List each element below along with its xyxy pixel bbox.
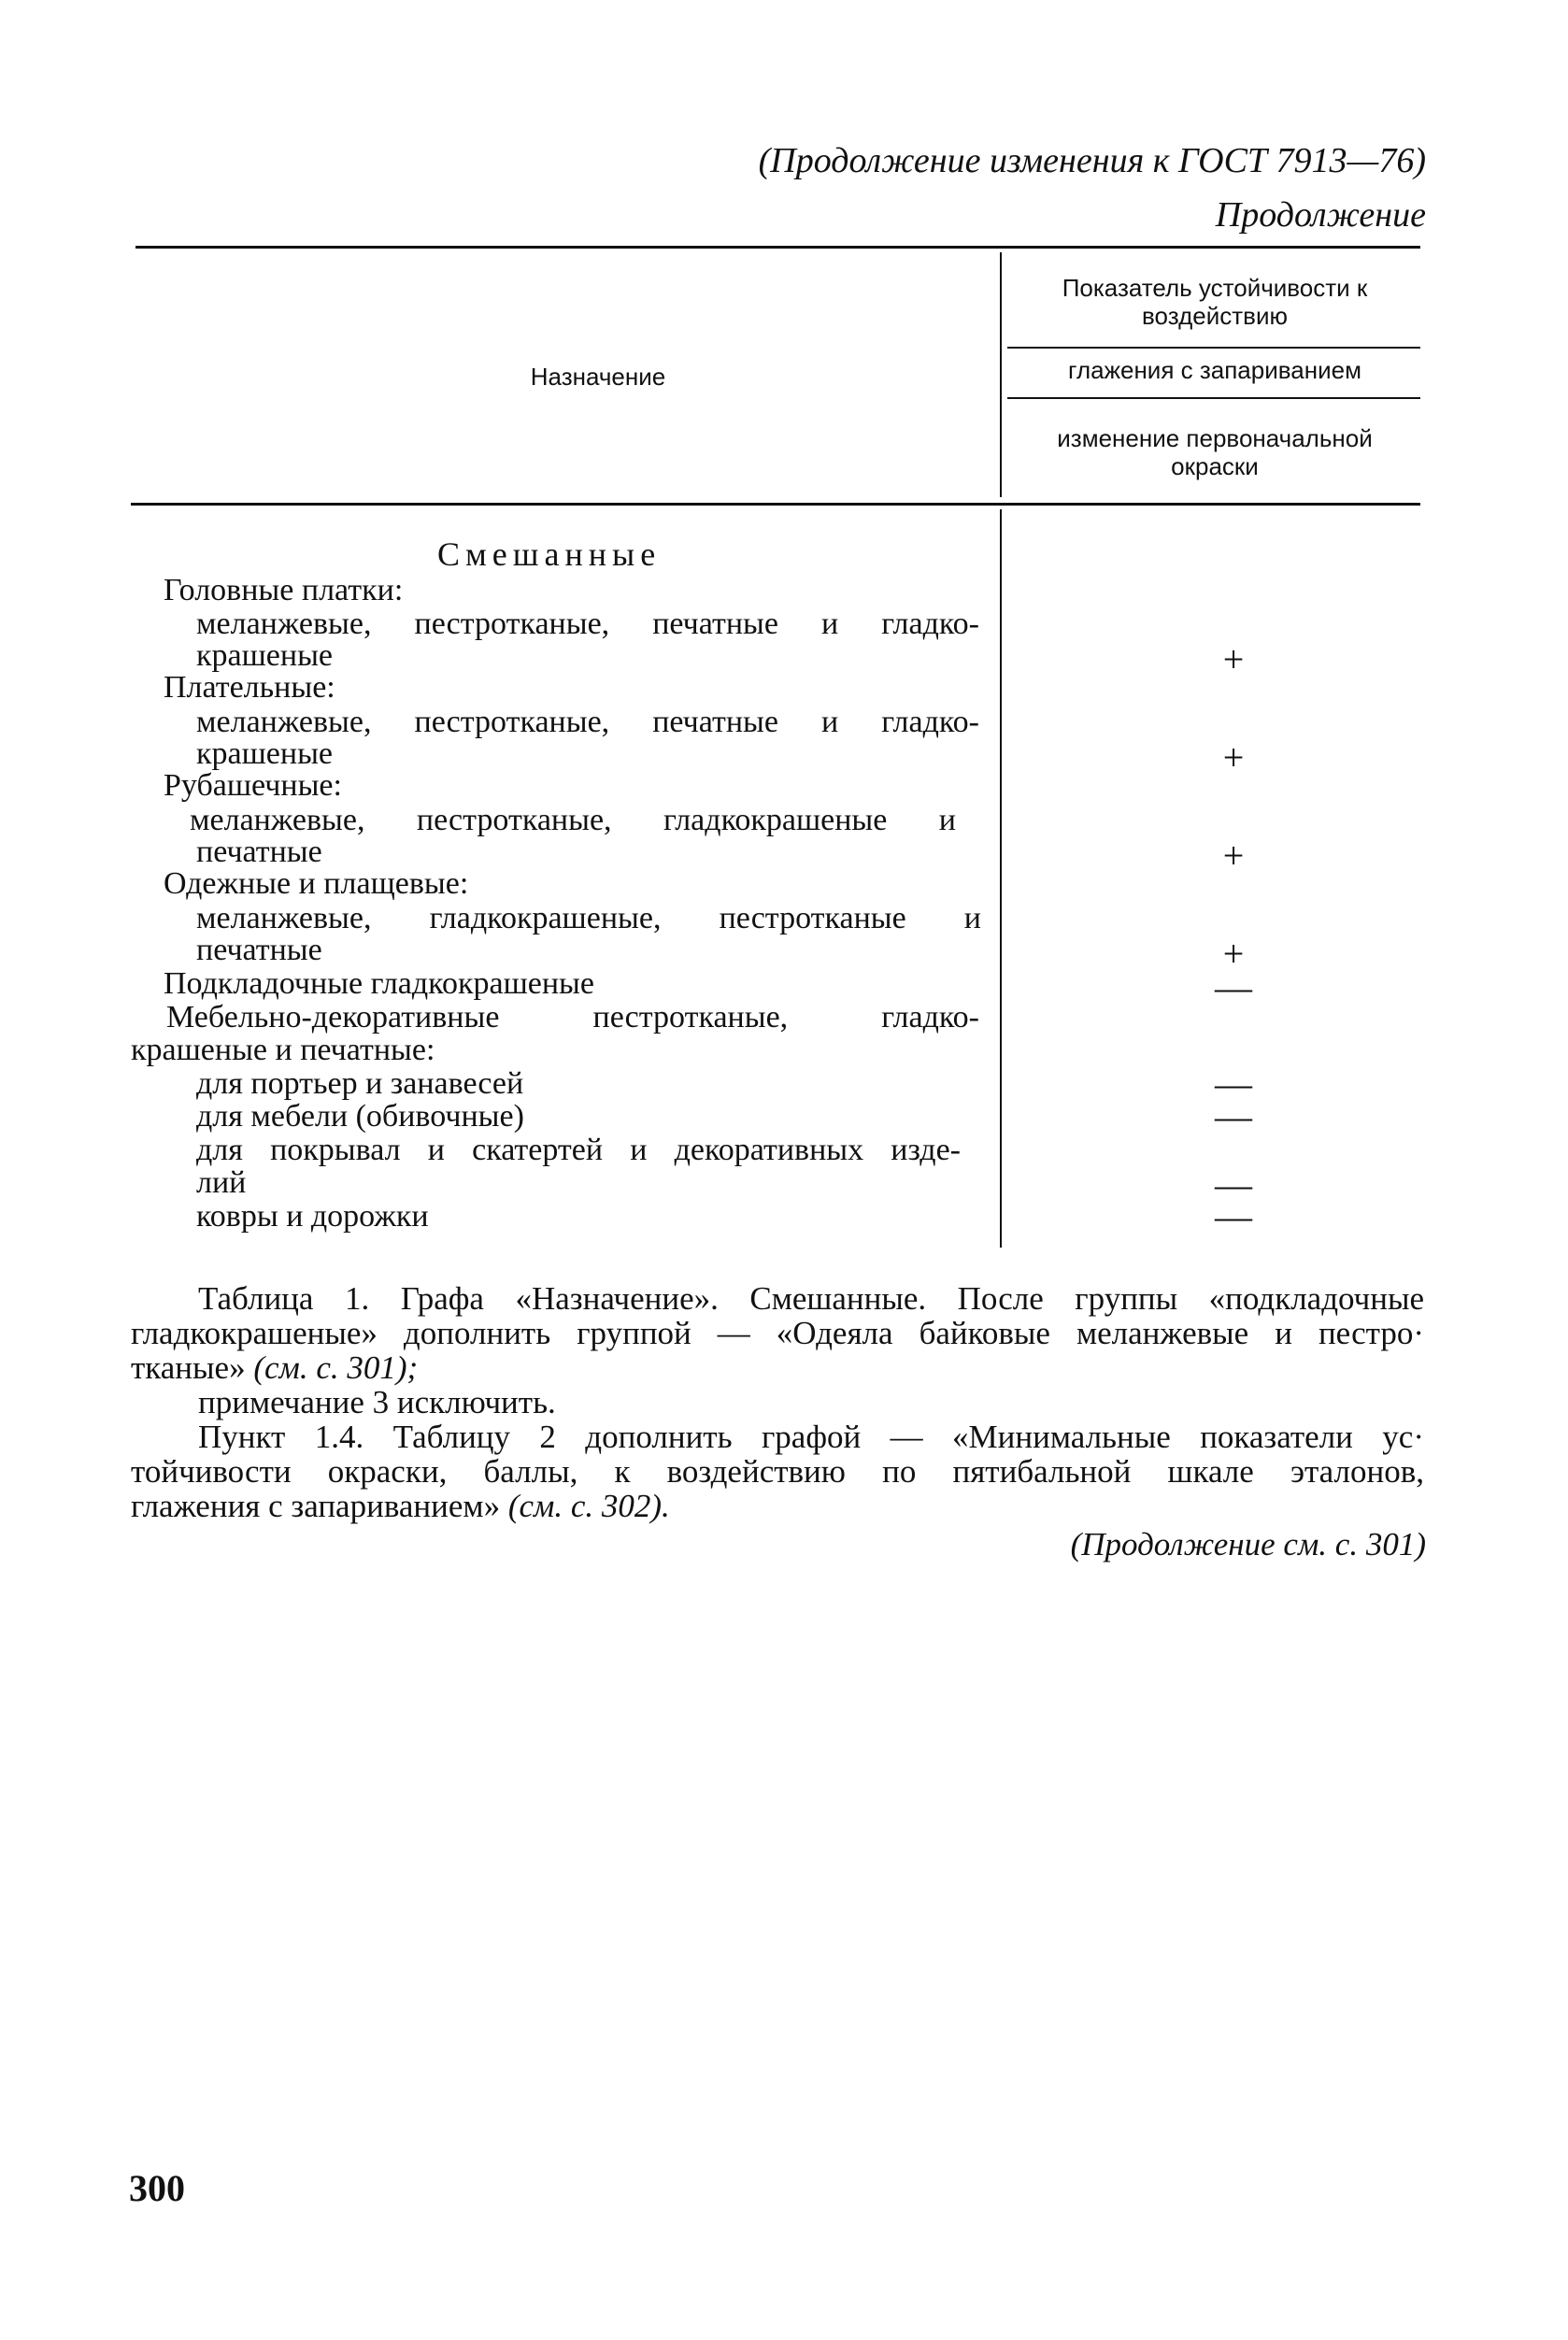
- row-label: крашеные и печатные:: [131, 1033, 435, 1067]
- paragraph-note3: примечание 3 исключить.: [198, 1384, 556, 1420]
- table-header-bottom-rule: [131, 503, 1420, 506]
- column-header-ironing: глажения с запариванием: [1068, 356, 1361, 384]
- table-header-subrule-1: [1007, 347, 1420, 349]
- row-mark: —: [1215, 966, 1252, 1008]
- row-label: меланжевые, гладкокрашеные, пестротканые и: [196, 901, 981, 935]
- page-number: 300: [129, 2167, 185, 2209]
- paragraph-item14-line1: Пункт 1.4. Таблицу 2 дополнить графой — «Минимальные показатели ус·: [198, 1419, 1424, 1455]
- paragraph-item14-line3: [131, 1489, 670, 1523]
- row-mark: —: [1215, 1095, 1252, 1137]
- column-header-purpose: Назначение: [530, 363, 666, 391]
- row-label: Подкладочные гладкокрашеные: [164, 966, 594, 1001]
- row-label: печатные: [196, 835, 322, 869]
- section-title: Смешанные: [437, 535, 662, 573]
- row-label: Одежные и плащевые:: [164, 866, 469, 901]
- row-label: для портьер и занавесей: [196, 1066, 524, 1101]
- column-header-indicator: Показатель устойчивости к воздействию: [1062, 274, 1368, 330]
- row-label: Плательные:: [164, 670, 335, 705]
- row-label: меланжевые, пестротканые, печатные и гладко-: [196, 705, 979, 739]
- row-mark: +: [1222, 638, 1245, 680]
- row-label: Головные платки:: [164, 573, 404, 607]
- page-reference: (см. с. 302).: [507, 1488, 670, 1524]
- paragraph-table1-line3-text: тканые»: [131, 1349, 254, 1386]
- table-top-rule: [135, 246, 1420, 249]
- row-label: для мебели (обивочные): [196, 1099, 524, 1134]
- row-label: меланжевые, пестротканые, гладкокрашеные и: [190, 803, 956, 837]
- column-header-color-change: изменение первоначальной окраски: [1057, 424, 1373, 480]
- page-reference: (см. с. 301);: [253, 1349, 419, 1386]
- paragraph-table1-line3: [131, 1350, 418, 1385]
- footer-continuation: (Продолжение см. с. 301): [1070, 1526, 1426, 1562]
- row-label: для покрывал и скатертей и декоративных изде-: [196, 1133, 961, 1167]
- row-label: крашеные: [196, 638, 334, 673]
- row-mark: +: [1222, 835, 1245, 877]
- table-header-subrule-2: [1007, 397, 1420, 399]
- row-label: Рубашечные:: [164, 768, 342, 803]
- row-label: крашеные: [196, 736, 334, 771]
- table-column-divider-body: [1000, 509, 1002, 1248]
- paragraph-item14-line2: тойчивости окраски, баллы, к воздействию по пятибальной шкале эталонов,: [131, 1453, 1424, 1490]
- row-mark: +: [1222, 933, 1245, 975]
- paragraph-table1-line1: Таблица 1. Графа «Назначение». Смешанные. После группы «подкладочные: [198, 1280, 1424, 1317]
- row-label: печатные: [196, 933, 322, 967]
- row-mark: —: [1215, 1163, 1252, 1206]
- row-label: Мебельно-декоративные пестротканые, гладко-: [166, 1000, 979, 1034]
- row-mark: —: [1215, 1195, 1252, 1237]
- row-label: меланжевые, пестротканые, печатные и гладко-: [196, 606, 979, 641]
- row-mark: —: [1215, 1063, 1252, 1105]
- paragraph-table1-line2: гладкокрашеные» дополнить группой — «Одеяла байковые меланжевые и пестро·: [131, 1315, 1424, 1351]
- continuation-title: (Продолжение изменения к ГОСТ 7913—76): [758, 141, 1426, 180]
- paragraph-item14-line3-text: глажения с запариванием»: [131, 1488, 508, 1524]
- row-label: ковры и дорожки: [196, 1199, 429, 1234]
- continuation-label: Продолжение: [1215, 195, 1426, 235]
- row-mark: +: [1222, 736, 1245, 778]
- table-column-divider-top: [1000, 252, 1002, 497]
- row-label: лий: [196, 1165, 247, 1200]
